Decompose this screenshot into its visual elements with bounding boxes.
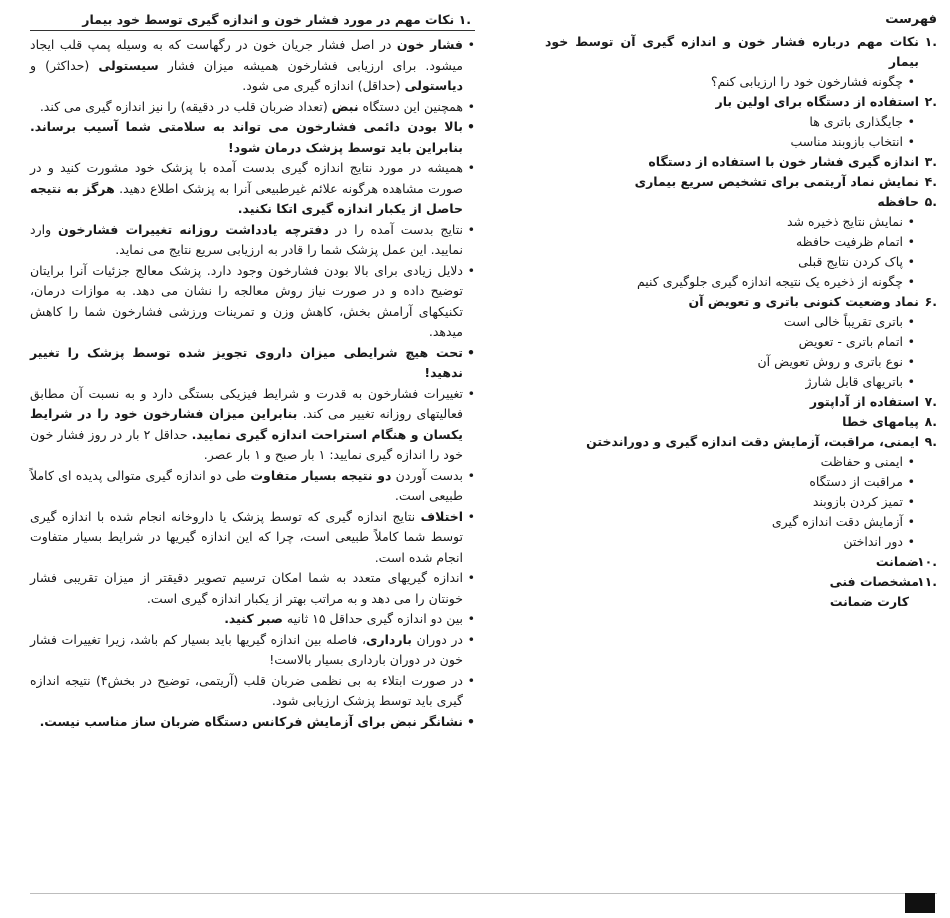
note-diary: • نتایج بدست آمده را در دفترچه یادداشت روزانه تغییرات فشارخون وارد نمایید. این عمل پزشک شما را قادر به ارزیابی سریع نتایج می نماید. xyxy=(30,220,475,261)
note-high-pressure-warning: • بالا بودن دائمی فشارخون می تواند به سلامتی شما آسیب برساند. بنابراین باید توسط پزشک درمان شود! xyxy=(30,117,475,158)
note-difference-with-doctor: • اختلاف نتایج اندازه گیری که توسط پزشک یا داروخانه انجام شده با اندازه گیری توسط شما کاملاً طبیعی است، چرا که این اندازه گیریها در شرایط بسیار متفاوت انجام شده است. xyxy=(30,507,475,569)
toc-subitem[interactable]: • پاک کردن نتایج قبلی xyxy=(545,252,937,272)
note-consult-doctor: • همیشه در مورد نتایج اندازه گیری بدست آمده با پزشک خود مشورت کنید و در صورت مشاهده هرگونه علائم غیرطبیعی آنرا به پزشک اطلاع دهید. هرگز به نتیجه حاصل از یکبار اندازه گیری اتکا نکنید. xyxy=(30,158,475,220)
toc-subitem[interactable]: • نمایش نتایج ذخیره شد xyxy=(545,212,937,232)
toc-subitem[interactable]: • چگونه فشارخون خود را ارزیابی کنم؟ xyxy=(545,72,937,92)
note-pacemaker: • نشانگر نبض برای آزمایش فرکانس دستگاه ضربان ساز مناسب نیست. xyxy=(30,712,475,733)
toc-item-label: نماد وضعیت کنونی باتری و تعویض آن xyxy=(688,294,919,309)
note-variations: • تغییرات فشارخون به قدرت و شرایط فیزیکی بستگی دارد و به نسبت آن مطابق فعالیتهای روزانه تغییر می کند. بنابراین میزان فشارخون خود را در شرایط یکسان و هنگام استراحت اندازه گیری نمایید. حداقل ٢ بار در روز فشار خون خود را اندازه گیری نمایید: ١ بار صبح و ١ بار عصر. xyxy=(30,384,475,466)
toc-item-label: استفاده از دستگاه برای اولین بار xyxy=(715,94,919,109)
toc-subitem[interactable]: • چگونه از ذخیره یک نتیجه اندازه گیری جلوگیری کنیم xyxy=(545,272,937,292)
toc-subitem[interactable]: • انتخاب بازوبند مناسب xyxy=(545,132,937,152)
note-medication-warning: • تحت هیچ شرایطی میزان داروی تجویز شده توسط پزشک را تغییر ندهید! xyxy=(30,343,475,384)
toc-item-number: .۵ xyxy=(924,194,937,209)
toc-item-number: .٢ xyxy=(924,94,937,109)
toc-item-number: .٩ xyxy=(924,434,937,449)
toc-item[interactable] xyxy=(545,152,937,172)
toc-item-label: ضمانت xyxy=(875,554,919,569)
toc-item-number: .٧ xyxy=(924,394,937,409)
toc-item[interactable] xyxy=(545,92,937,112)
toc-list xyxy=(545,32,937,592)
footer-divider xyxy=(30,893,937,894)
toc-item-label: نکات مهم درباره فشار خون و اندازه گیری آن توسط خود بیمار xyxy=(545,34,919,69)
toc-subitem[interactable]: • مراقبت از دستگاه xyxy=(545,472,937,492)
toc-item[interactable] xyxy=(545,412,937,432)
page-marker-block xyxy=(905,893,935,913)
toc-item-label: استفاده از آداپتور xyxy=(809,394,919,409)
toc-subitem[interactable]: • اتمام ظرفیت حافظه xyxy=(545,232,937,252)
toc-item-label: نمایش نماد آریتمی برای تشخیص سریع بیماری xyxy=(634,174,919,189)
toc-item[interactable] xyxy=(545,392,937,412)
toc-item[interactable] xyxy=(545,572,937,592)
toc-heading: فهرست xyxy=(885,12,937,27)
toc-subitem[interactable]: • اتمام باتری - تعویض xyxy=(545,332,937,352)
toc-item[interactable] xyxy=(545,32,937,72)
section-heading: .١ نکات مهم در مورد فشار خون و اندازه گیری توسط خود بیمار xyxy=(30,12,475,31)
note-wait-time: • بین دو اندازه گیری حداقل ١۵ ثانیه صبر کنید. xyxy=(30,609,475,630)
note-multiple-measurements: • اندازه گیریهای متعدد به شما امکان ترسیم تصویر دقیقتر از میزان تقریبی فشار خونتان را می دهد و به مراتب بهتر از یکبار اندازه گیری است. xyxy=(30,568,475,609)
toc-item-label: اندازه گیری فشار خون با استفاده از دستگاه xyxy=(648,154,919,169)
note-pulse: • همچنین این دستگاه نبض (تعداد ضربان قلب در دقیقه) را نیز اندازه گیری می کند. xyxy=(30,97,475,118)
toc-item[interactable] xyxy=(545,552,937,572)
note-pregnancy: • در دوران بارداری، فاصله بین اندازه گیریها باید بسیار کم باشد، زیرا تغییرات فشار خون در دوران بارداری بسیار بالاست! xyxy=(30,630,475,671)
toc-subitem[interactable]: • تمیز کردن بازوبند xyxy=(545,492,937,512)
toc-subitem[interactable]: • باتری تقریباً خالی است xyxy=(545,312,937,332)
toc-subitem[interactable]: • باتریهای قابل شارژ xyxy=(545,372,937,392)
table-of-contents xyxy=(545,12,937,612)
toc-item-label: ایمنی، مراقبت، آزمایش دقت اندازه گیری و دوراندختن xyxy=(586,434,919,449)
toc-item-number: .١٠ xyxy=(916,554,937,569)
note-blood-pressure-definition: • فشار خون در اصل فشار جریان خون در رگهاست که به وسیله پمپ قلب ایجاد میشود. برای ارزیابی فشارخون همیشه میزان فشار سیستولی (حداکثر) و دیاستولی (حداقل) اندازه گیری می شود. xyxy=(30,35,475,97)
toc-subitem[interactable]: • دور انداختن xyxy=(545,532,937,552)
note-causes: • دلایل زیادی برای بالا بودن فشارخون وجود دارد. پزشک معالج جزئیات آنرا برایتان توضیح داده و در صورت نیاز روش معالجه را نشان می دهد. به موازات درمان، تکنیکهای آرامش بخش، کاهش وزن و تمرینات ورزشی فشارخون شما را کاهش میدهد. xyxy=(30,261,475,343)
toc-item-label: حافظه xyxy=(877,194,919,209)
toc-item-number: .۴ xyxy=(924,174,937,189)
toc-item-number: .٣ xyxy=(924,154,937,169)
toc-subitem[interactable]: • ایمنی و حفاظت xyxy=(545,452,937,472)
note-different-results: • بدست آوردن دو نتیجه بسیار متفاوت طی دو اندازه گیری متوالی پدیده ای کاملاً طبیعی است. xyxy=(30,466,475,507)
toc-item-number: .۶ xyxy=(924,294,937,309)
notes-section xyxy=(30,12,475,732)
toc-subitem[interactable]: • جایگذاری باتری ها xyxy=(545,112,937,132)
note-arrhythmia: • در صورت ابتلاء به بی نظمی ضربان قلب (آریتمی، توضیح در بخش۴) نتیجه اندازه گیری باید توسط پزشک ارزیابی شود. xyxy=(30,671,475,712)
toc-item[interactable] xyxy=(545,172,937,192)
toc-item[interactable] xyxy=(545,292,937,312)
toc-item-label: پیامهای خطا xyxy=(842,414,919,429)
toc-item-number: .١١ xyxy=(916,574,937,589)
toc-subitem[interactable]: • آزمایش دقت اندازه گیری xyxy=(545,512,937,532)
toc-item[interactable] xyxy=(545,192,937,212)
toc-item-number: .١ xyxy=(924,34,937,49)
toc-item[interactable] xyxy=(545,432,937,452)
toc-subitem[interactable]: • نوع باتری و روش تعویض آن xyxy=(545,352,937,372)
toc-item-warranty-card[interactable]: کارت ضمانت xyxy=(829,594,909,609)
toc-item-number: .٨ xyxy=(924,414,937,429)
toc-item-label: مشخصات فنی xyxy=(829,574,919,589)
